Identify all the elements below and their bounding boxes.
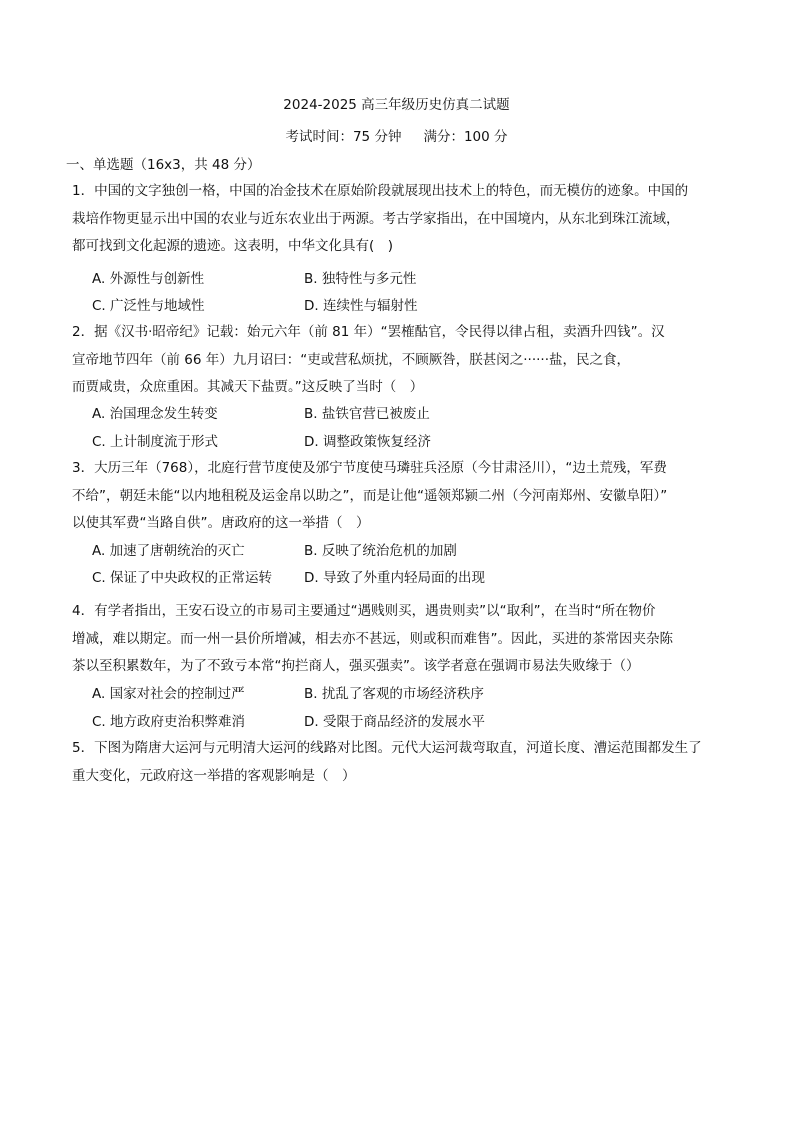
question-4-option-a[interactable]: A. 国家对社会的控制过严 <box>92 686 245 702</box>
question-4-stem <box>72 598 728 681</box>
question-2-option-d[interactable]: D. 调整政策恢复经济 <box>304 434 431 450</box>
section-heading: 一、单选题（16x3，共 48 分） <box>66 157 261 173</box>
question-line: 宣帝地节四年（前 66 年）九月诏曰：“吏或营私烦扰，不顾厥咎，朕甚闵之······盐，民之食， <box>72 351 631 368</box>
question-line: 茶以至积累数年，为了不致亏本常“拘拦商人，强买强卖”。该学者意在强调市易法失败缘于（） <box>72 658 640 674</box>
question-2-option-a[interactable]: A. 治国理念发生转变 <box>92 406 218 422</box>
question-line: 重大变化，元政府这一举措的客观影响是（ ） <box>72 767 356 784</box>
exam-title: 2024-2025 高三年级历史仿真二试题 <box>283 97 510 113</box>
question-3-option-a[interactable]: A. 加速了唐朝统治的灭亡 <box>92 543 245 559</box>
exam-time: 考试时间：75 分钟 <box>285 129 402 145</box>
question-line: 栽培作物更显示出中国的农业与近东农业出于两源。考古学家指出，在中国境内，从东北到珠江流域， <box>72 210 680 227</box>
question-line: 3．大历三年（768），北庭行营节度使及邠宁节度使马璘驻兵泾原（今甘肃泾川），“边土荒残，军费 <box>72 460 667 476</box>
question-4-option-d[interactable]: D. 受限于商品经济的发展水平 <box>304 714 485 730</box>
question-line: 不给”，朝廷未能“以内地租税及运金帛以助之”，而是让他“遥领郑颍二州（今河南郑州、安徽阜阳）” <box>72 487 668 504</box>
question-1-option-d[interactable]: D. 连续性与辐射性 <box>304 298 418 314</box>
question-line: 增减，难以期定。而一州一县价所增减，相去亦不甚远，则或积而难售”。因此，买进的茶常因夹杂陈 <box>72 630 673 647</box>
question-3-stem <box>72 455 728 538</box>
question-line: 以使其军费“当路自供”。唐政府的这一举措（ ） <box>72 515 370 531</box>
question-3-option-d[interactable]: D. 导致了外重内轻局面的出现 <box>304 570 485 586</box>
exam-score: 满分：100 分 <box>423 129 508 145</box>
question-line: 1．中国的文字独创一格，中国的冶金技术在原始阶段就展现出技术上的特色，而无模仿的迹象。中国的 <box>72 183 689 199</box>
question-line: 而贾咸贵，众庶重困。其减天下盐贾。”这反映了当时（ ） <box>72 379 424 395</box>
question-5-stem <box>72 735 728 790</box>
question-3-option-b[interactable]: B. 反映了统治危机的加剧 <box>304 543 457 559</box>
question-4-option-b[interactable]: B. 扰乱了客观的市场经济秩序 <box>304 686 484 702</box>
question-2-stem <box>72 319 728 402</box>
question-1-option-a[interactable]: A. 外源性与创新性 <box>92 271 205 287</box>
question-1-stem <box>72 178 728 261</box>
question-2-option-c[interactable]: C. 上计制度流于形式 <box>92 434 219 450</box>
question-line: 都可找到文化起源的遗迹。这表明，中华文化具有( ) <box>72 238 394 254</box>
question-3-option-c[interactable]: C. 保证了中央政权的正常运转 <box>92 570 273 586</box>
question-1-option-c[interactable]: C. 广泛性与地域性 <box>92 298 205 314</box>
question-2-option-b[interactable]: B. 盐铁官营已被废止 <box>304 406 430 422</box>
question-4-option-c[interactable]: C. 地方政府吏治积弊难消 <box>92 714 246 730</box>
question-line: 2．据《汉书·昭帝纪》记载：始元六年（前 81 年）“罢榷酤官，令民得以律占租，卖酒升四钱”。汉 <box>72 324 665 340</box>
exam-info <box>0 128 793 146</box>
question-line: 5．下图为隋唐大运河与元明清大运河的线路对比图。元代大运河裁弯取直，河道长度、漕运范围都发生了 <box>72 740 702 756</box>
question-line: 4．有学者指出，王安石设立的市易司主要通过“遇贱则买，遇贵则卖”以“取利”，在当时“所在物价 <box>72 603 656 619</box>
question-1-option-b[interactable]: B. 独特性与多元性 <box>304 271 417 287</box>
